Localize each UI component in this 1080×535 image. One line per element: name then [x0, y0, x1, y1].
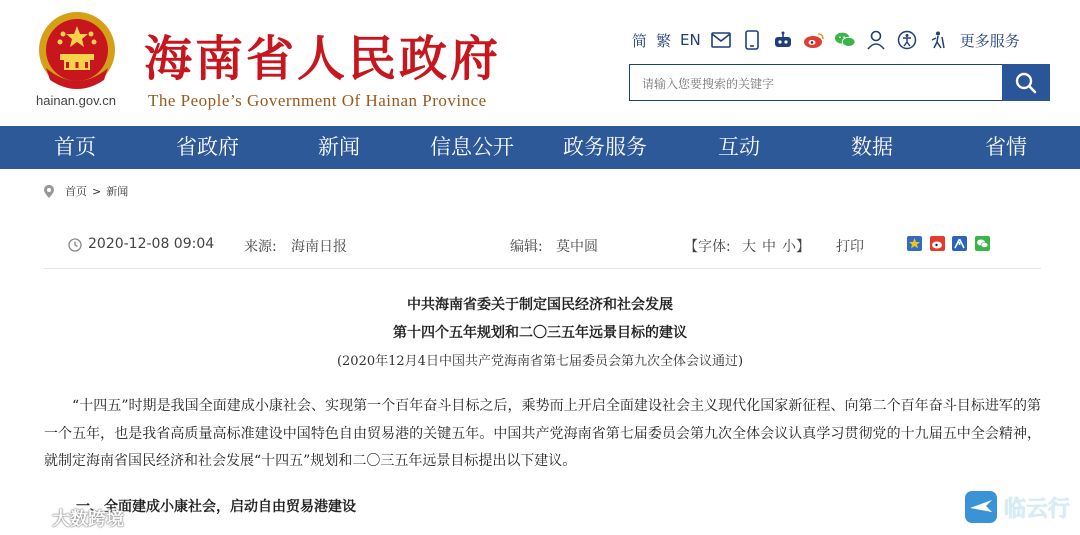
accessibility-icon[interactable] [896, 29, 918, 51]
article-subtitle: (2020年12月4日中国共产党海南省第七届委员会第九次全体会议通过) [336, 354, 744, 369]
source-label: 来源: [244, 239, 277, 255]
share-weibo-icon[interactable] [930, 236, 945, 251]
article-title-line-1: 中共海南省委关于制定国民经济和社会发展 [407, 297, 673, 313]
search-input[interactable]: 请输入您要搜索的关键字 [629, 64, 1002, 101]
lang-english-link[interactable]: EN [680, 31, 701, 49]
search-icon [1014, 71, 1038, 95]
print-button[interactable]: 打印 [836, 239, 864, 255]
share-qzone-icon[interactable] [907, 236, 922, 251]
watermark-right-text: 临云行 [1004, 496, 1071, 522]
watermark-left-text: 大数跨境 [52, 509, 124, 530]
breadcrumb-current[interactable]: 新闻 [106, 185, 129, 198]
breadcrumb [44, 183, 128, 199]
wechat-icon[interactable] [834, 29, 856, 51]
share-renren-icon[interactable] [952, 236, 967, 251]
article-title-line-2: 第十四个五年规划和二〇三五年远景目标的建议 [393, 325, 687, 341]
main-nav [0, 126, 1080, 169]
watermark-left [6, 505, 124, 531]
nav-item-news[interactable]: 新闻 [318, 135, 360, 159]
publish-datetime: 2020-12-08 09:04 [88, 236, 215, 252]
header-toolbar [632, 28, 1020, 52]
location-pin-icon [44, 185, 54, 198]
national-emblem-logo[interactable] [30, 8, 124, 94]
font-size-medium-button[interactable]: 中 [762, 239, 776, 255]
nav-item-information-disclosure[interactable]: 信息公开 [430, 135, 514, 159]
article-paragraph-1: “十四五”时期是我国全面建成小康社会、实现第一个百年奋斗目标之后，乘势而上开启全面建设社会主义现代化国家新征程、向第二个百年奋斗目标进军的第一个五年，也是我省高质量高标准建设中国特色自由贸易港的关键五年。中国共产党海南省第七届委员会第九次全体会议认真学习贯彻党的十九届五中全会精神，就制定海南省国民经济和社会发展“十四五”规划和二〇三五年远景目标提出以下建议。 [44, 398, 1041, 469]
nav-item-interaction[interactable]: 互动 [718, 135, 760, 159]
site-title-chinese[interactable]: 海南省人民政府 [144, 31, 502, 87]
watermark-plane-icon [964, 490, 998, 524]
breadcrumb-separator: > [92, 184, 102, 198]
weibo-icon[interactable] [803, 29, 825, 51]
section-heading-1: 一、全面建成小康社会，启动自由贸易港建设 [76, 499, 356, 515]
user-icon[interactable] [865, 29, 887, 51]
editor-value: 莫中圆 [556, 239, 598, 255]
nav-item-data[interactable]: 数据 [851, 135, 893, 159]
lang-traditional-link[interactable]: 繁 [656, 31, 672, 50]
nav-item-provincial-government[interactable]: 省政府 [176, 135, 239, 159]
search-button[interactable] [1002, 64, 1050, 101]
font-size-large-button[interactable]: 大 [742, 239, 756, 255]
site-header [0, 0, 1080, 126]
site-url: hainan.gov.cn [36, 93, 116, 108]
robot-icon[interactable] [772, 29, 794, 51]
nav-item-province-overview[interactable]: 省情 [985, 135, 1027, 159]
clock-icon [68, 238, 82, 252]
mail-icon[interactable] [710, 29, 732, 51]
watermark-right [964, 490, 1070, 524]
share-wechat-icon[interactable] [975, 236, 990, 251]
site-title-english: The People’s Government Of Hainan Province [148, 91, 487, 110]
font-size-label: 【字体: [684, 239, 731, 255]
mobile-icon[interactable] [741, 29, 763, 51]
source-value: 海南日报 [291, 239, 347, 255]
font-size-small-button[interactable]: 小】 [782, 239, 810, 255]
lang-simplified-link[interactable]: 简 [632, 31, 648, 50]
more-services-link[interactable]: 更多服务 [959, 31, 1020, 50]
meta-divider [44, 268, 1041, 269]
watermark-logo-icon [6, 507, 46, 529]
nav-item-government-services[interactable]: 政务服务 [563, 135, 647, 159]
elder-mode-icon[interactable] [927, 29, 949, 51]
breadcrumb-home-link[interactable]: 首页 [65, 185, 87, 198]
editor-label: 编辑: [510, 239, 543, 255]
nav-item-home[interactable]: 首页 [54, 135, 96, 159]
